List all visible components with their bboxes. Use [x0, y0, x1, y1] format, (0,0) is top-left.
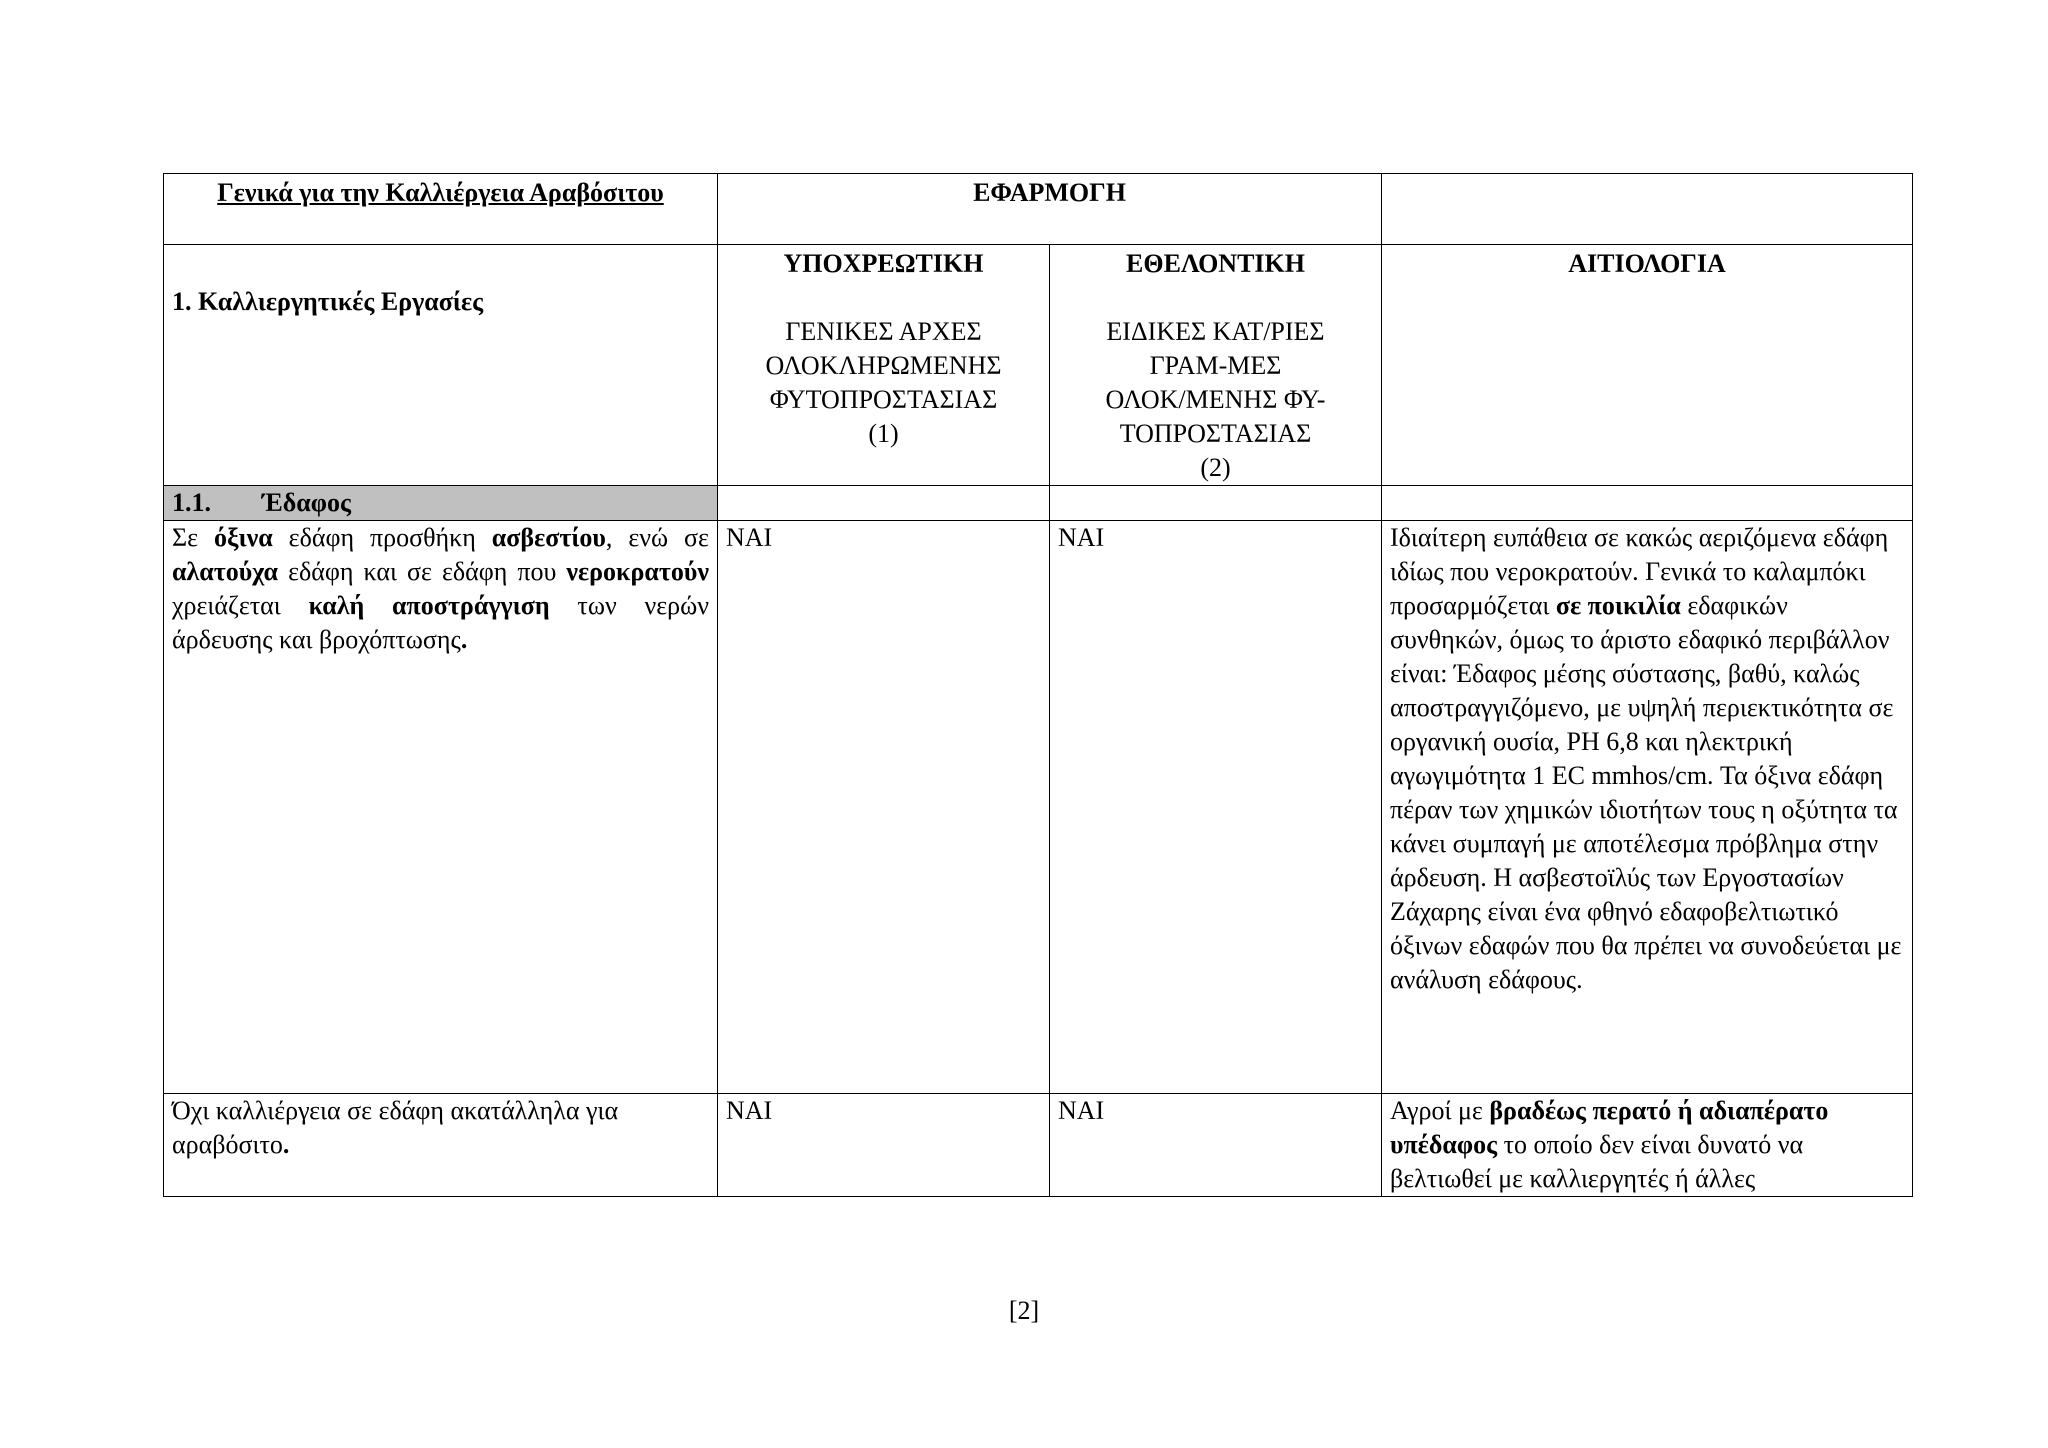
mandatory-value: ΝΑΙ — [718, 1094, 1050, 1197]
crop-practices-table — [163, 173, 1913, 1197]
mandatory-line-1: ΓΕΝΙΚΕΣ ΑΡΧΕΣ — [785, 317, 982, 346]
text-segment: το οποίο δεν είναι δυνατό να βελτιωθεί με καλλιεργητές ή άλλες — [1390, 1130, 1804, 1193]
voluntary-line-2: ΓΡΑΜ-ΜΕΣ — [1149, 351, 1282, 380]
justification-cell — [1382, 521, 1913, 1094]
mandatory-line-4: (1) — [868, 419, 899, 448]
mandatory-line-3: ΦΥΤΟΠΡΟΣΤΑΣΙΑΣ — [769, 385, 998, 414]
subsection-empty-justification — [1382, 486, 1913, 521]
voluntary-value: ΝΑΙ — [1050, 1094, 1382, 1197]
application-header-cell — [718, 174, 1382, 245]
voluntary-header-cell — [1050, 245, 1382, 486]
header-row-top — [164, 174, 1913, 245]
voluntary-line-5: (2) — [1200, 453, 1231, 482]
subsection-row — [164, 486, 1913, 521]
bold-text-segment: ασβεστίου — [491, 523, 606, 552]
voluntary-header: ΕΘΕΛΟΝΤΙΚΗ — [1126, 249, 1305, 278]
text-segment: Αγροί με — [1390, 1096, 1490, 1125]
bold-text-segment: . — [282, 1130, 290, 1159]
bold-text-segment: όξινα — [213, 523, 273, 552]
subsection-title: Έδαφος — [262, 488, 351, 517]
subsection-number: 1.1. — [172, 488, 211, 517]
justification-cell — [1382, 1094, 1913, 1197]
general-title: Γενικά για την Καλλιέργεια Αραβόσιτου — [217, 178, 664, 207]
voluntary-line-3: ΟΛΟΚ/ΜΕΝΗΣ ΦΥ- — [1105, 385, 1326, 414]
section-title-cell — [164, 245, 718, 486]
voluntary-value: ΝΑΙ — [1050, 521, 1382, 1094]
requirement-cell — [164, 1094, 718, 1197]
mandatory-header-cell — [718, 245, 1050, 486]
general-title-cell — [164, 174, 718, 245]
justification-header-cell — [1382, 245, 1913, 486]
text-segment: , ενώ σε — [605, 523, 709, 552]
subsection-empty-mandatory — [718, 486, 1050, 521]
text-segment: εδάφη προσθήκη — [272, 523, 492, 552]
bold-text-segment: καλή αποστράγγιση — [308, 591, 550, 620]
table-row — [164, 521, 1913, 1094]
voluntary-line-1: ΕΙΔΙΚΕΣ ΚΑΤ/ΡΙΕΣ — [1106, 317, 1325, 346]
text-segment: Ιδιαίτερη ευπάθεια σε κακώς αεριζόμενα εδάφη ιδίως που νεροκρατούν. Γενικά το καλαμπόκι προσαρμόζεται — [1390, 523, 1889, 620]
text-segment: χρειάζεται — [172, 591, 309, 620]
bold-text-segment: . — [460, 625, 468, 654]
voluntary-line-4: ΤΟΠΡΟΣΤΑΣΙΑΣ — [1119, 419, 1312, 448]
subsection-empty-voluntary — [1050, 486, 1382, 521]
justification-header: ΑΙΤΙΟΛΟΓΙΑ — [1568, 249, 1726, 278]
subsection-label-cell — [164, 486, 718, 521]
application-header: ΕΦΑΡΜΟΓΗ — [973, 178, 1126, 207]
bold-text-segment: βραδέως περατό ή αδιαπέρατο υπέδαφος — [1390, 1096, 1829, 1159]
requirement-cell — [164, 521, 718, 1094]
page-number: [2] — [1008, 1296, 1040, 1325]
text-segment: εδαφικών συνθηκών, όμως το άριστο εδαφικό περιβάλλον είναι: Έδαφος μέσης σύστασης, βαθύ, καλώς αποστραγγιζόμενο, με υψηλή περιεκτικότητα σε οργανική ουσία, PH 6,8 και ηλεκτρική αγωγιμότητα 1 EC mmhos/cm. Τα όξινα εδάφη πέραν των χημικών ιδιοτήτων τους η οξύτητα τα κάνει συμπαγή με αποτέλεσμα πρόβλημα στην άρδευση. Η ασβεστοϊλύς των Εργοστασίων Ζάχαρης είναι ένα φθηνό εδαφοβελτιωτικό όξινων εδαφών που θα πρέπει να συνοδεύεται με ανάλυση εδάφους. — [1390, 591, 1902, 994]
bold-text-segment: σε ποικιλία — [1555, 591, 1681, 620]
text-segment: εδάφη και σε εδάφη που — [278, 557, 567, 586]
mandatory-header: ΥΠΟΧΡΕΩΤΙΚΗ — [783, 249, 984, 278]
header-row-categories — [164, 245, 1913, 486]
mandatory-line-2: ΟΛΟΚΛΗΡΩΜΕΝΗΣ — [765, 351, 1002, 380]
section-title: 1. Καλλιεργητικές Εργασίες — [172, 287, 484, 316]
text-segment: των νερών άρδευσης και βροχόπτωσης — [172, 591, 709, 654]
empty-header-cell — [1382, 174, 1913, 245]
text-segment: Σε — [172, 523, 214, 552]
table-row — [164, 1094, 1913, 1197]
bold-text-segment: αλατούχα — [172, 557, 279, 586]
text-segment: Όχι καλλιέργεια σε εδάφη ακατάλληλα για αραβόσιτο — [172, 1096, 619, 1159]
bold-text-segment: νεροκρατούν — [566, 557, 709, 586]
mandatory-value: ΝΑΙ — [718, 521, 1050, 1094]
